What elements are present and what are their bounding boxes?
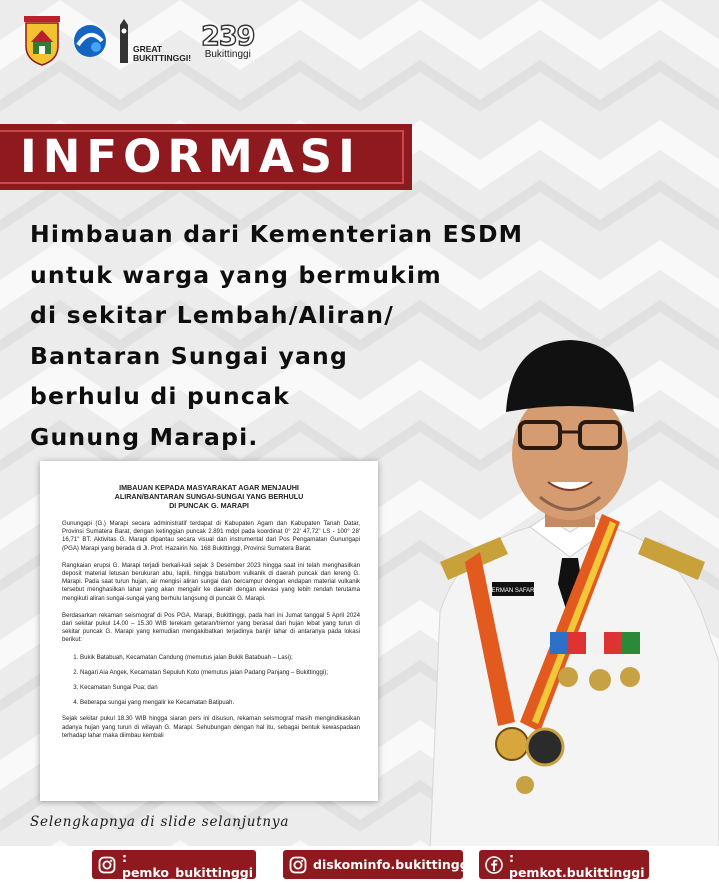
instagram-diskominfo-label: diskominfo.bukittinggi: [313, 857, 473, 872]
header-logos: [22, 16, 254, 66]
banner-title: INFORMASI: [20, 130, 361, 183]
press-release-document: [40, 461, 378, 801]
list-item: 4. Beberapa sungai yang mengalir ke Kecamatan Batipuah.: [80, 699, 360, 707]
facebook-pemkot-link[interactable]: [479, 850, 649, 879]
headline-line: Gunung Marapi.: [30, 422, 259, 451]
headline-line: di sekitar Lembah/Aliran/: [30, 301, 394, 329]
instagram-icon: [98, 856, 116, 874]
name-tag-text: ERMAN SAFAR: [491, 588, 535, 594]
facebook-pemkot-label: : pemkot.bukittinggi: [509, 849, 645, 880]
instagram-pemko-link[interactable]: [92, 850, 256, 879]
document-paragraph: Berdasarkan rekaman seismograf di Pos PGA. Marapi, Bukittinggi, pada hari ini Jumat tanggal 5 April 2024 dari sekitar pukul 14.00 – 15.30 WIB terekam getaran/tremor yang berasal dari hujan lebat yang turun di sekitar puncak G. Marapi yang kemudian mengakibatkan terjadinya banjir lahar di antaranya pada lokasi berikut:: [62, 611, 360, 644]
anniversary-city: Bukittinggi: [204, 48, 251, 60]
document-title-line: DI PUNCAK G. MARAPI: [169, 501, 249, 510]
great-line1: GREAT: [133, 44, 163, 54]
informasi-banner: [0, 124, 412, 190]
headline-line: Bantaran Sungai yang: [30, 341, 348, 370]
list-item: 3. Kecamatan Sungai Pua; dan: [80, 684, 360, 692]
headline-line: Himbauan dari Kementerian ESDM: [30, 220, 524, 248]
kominfo-logo-icon: [72, 23, 108, 59]
anniversary-number: 239: [201, 20, 255, 52]
headline-line: berhulu di puncak: [30, 382, 290, 410]
headline-line: untuk warga yang bermukim: [30, 260, 442, 289]
facebook-icon: [485, 856, 503, 874]
document-paragraph: Gunungapi (G.) Marapi secara administratif terdapat di Kabupaten Agam dan Kabupaten Tanah Datar, Provinsi Sumatera Barat, dengan ketinggian puncak 2.891 mdpl pada koordinat 0° 22' 47,72" LS - 100° 28' 16,71" BT. Aktivitas G. Marapi dipantau secara visual dan instrumental dari Pos Pengamatan Gunungapi (PGA) Marapi yang berada di Jl. Prof. Hazairin No. 168 Bukittinggi, Provinsi Sumatera Barat.: [62, 520, 360, 552]
bukittinggi-crest-icon: [22, 16, 62, 66]
list-item: 1. Bukik Batabuah, Kecamatan Candung (memutus jalan Bukik Batabuah – Lasi);: [80, 654, 360, 662]
instagram-pemko-label: : pemko_bukittinggi: [122, 849, 254, 880]
anniversary-239-logo: [201, 20, 255, 60]
document-paragraph: Rangkaian erupsi G. Marapi terjadi berkali-kali sejak 3 Desember 2023 hingga saat ini telah menghasilkan deposit material letusan berukuran abu, lapili, hingga batu/bom vulkanik di daerah puncak dan lereng G. Marapi. Pada saat turun hujan, air mengisi aliran sungai dan bercampur dengan endapan material vulkanik tersebut menghasilkan lahar yang akan mengalir ke daerah dengan elevasi yang lebih rendah terutama mengikuti aliran sungai-sungai yang berhulu langsung di puncak G. Marapi.: [62, 561, 360, 602]
instagram-icon: [289, 856, 307, 874]
social-footer: [0, 846, 719, 883]
document-title: [60, 483, 358, 510]
list-item: 2. Nagari Aia Angek, Kecamatan Sepuluh Koto (memutus jalan Padang Panjang – Bukittinggi);: [80, 669, 360, 677]
document-title-line: IMBAUAN KEPADA MASYARAKAT AGAR MENJAUHI: [119, 483, 299, 492]
document-title-line: ALIRAN/BANTARAN SUNGAI-SUNGAI YANG BERHULU: [114, 492, 304, 501]
great-line2: BUKITTINGGI!: [133, 53, 192, 63]
clock-tower-icon: [118, 19, 130, 63]
affected-locations-list: [62, 654, 360, 708]
official-portrait: [420, 322, 719, 852]
next-slide-note: Selengkapnya di slide selanjutnya: [30, 814, 290, 830]
great-bukittinggi-logo: [118, 19, 191, 63]
document-paragraph: Sejak sekitar pukul 18.30 WIB hingga siaran pers ini disusun, rekaman seismograf masih mengindikasikan adanya hujan yang turun di wilayah G. Marapi. Sehubungan dengan hal itu, sebagai bentuk kewaspadaan terhadap lahar maka diimbau kembali: [62, 715, 360, 739]
instagram-diskominfo-link[interactable]: [283, 850, 473, 879]
